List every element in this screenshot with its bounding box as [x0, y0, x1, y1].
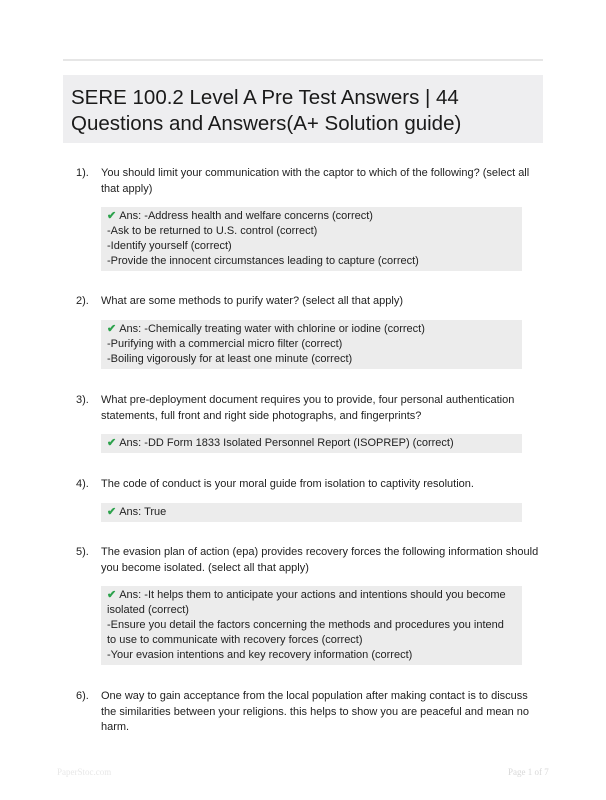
check-icon: ✔	[107, 589, 117, 601]
question-text: You should limit your communication with the captor to which of the following? (select all that apply)	[101, 167, 530, 195]
answer-box	[101, 503, 522, 522]
answer-line: Ans: True	[119, 505, 167, 518]
check-icon: ✔	[107, 210, 117, 222]
check-icon: ✔	[107, 505, 117, 518]
answer-box	[101, 434, 522, 453]
answer-line: -Ask to be returned to U.S. control (correct)	[107, 225, 318, 237]
answer-line: Ans: -Chemically treating water with chlorine or iodine (correct)	[119, 322, 425, 335]
question-number: 5).	[76, 546, 89, 558]
question-item	[63, 166, 543, 271]
footer-watermark: PaperStoc.com	[57, 767, 112, 777]
question-text: One way to gain acceptance from the local population after making contact is to discuss the similarities between your religions. this helps to show you are peaceful and mean no harm.	[101, 690, 530, 733]
answer-box	[101, 586, 522, 665]
question-number: 1).	[76, 167, 89, 179]
answer-line: Ans: -Address health and welfare concerns (correct)	[119, 210, 373, 222]
question-number: 3).	[76, 394, 89, 406]
question-text: The evasion plan of action (epa) provides recovery forces the following information should you become isolated. (select all that apply)	[101, 546, 539, 574]
question-number: 6).	[76, 690, 89, 702]
title-banner	[63, 75, 543, 143]
answer-line: Ans: -DD Form 1833 Isolated Personnel Report (ISOPREP) (correct)	[119, 437, 454, 449]
answer-line: -Provide the innocent circumstances leading to capture (correct)	[107, 255, 419, 267]
check-icon: ✔	[107, 322, 117, 335]
answer-line: -Your evasion intentions and key recovery information (correct)	[107, 649, 413, 661]
question-text: What pre-deployment document requires you to provide, four personal authentication statements, full front and right side photographs, and fingerprints?	[101, 394, 515, 422]
answer-line: -Identify yourself (correct)	[107, 240, 232, 252]
answer-line: -Purifying with a commercial micro filter (correct)	[107, 337, 343, 350]
answer-box	[101, 320, 522, 369]
question-item	[63, 477, 543, 522]
question-item	[63, 393, 543, 453]
page-indicator: Page 1 of 7	[508, 767, 549, 777]
question-number: 4).	[76, 478, 89, 490]
answer-line: Ans: -It helps them to anticipate your actions and intentions should you become isolated (correct)	[107, 589, 506, 616]
check-icon: ✔	[107, 437, 117, 449]
question-text: What are some methods to purify water? (select all that apply)	[101, 295, 404, 307]
question-item	[63, 689, 543, 736]
question-item	[63, 545, 543, 665]
question-number: 2).	[76, 295, 89, 307]
answer-line: -Ensure you detail the factors concerning the methods and procedures you intend to use to communicate with recovery forces (correct)	[107, 619, 504, 646]
question-text: The code of conduct is your moral guide from isolation to captivity resolution.	[101, 478, 474, 490]
answer-box	[101, 207, 522, 271]
document-title: SERE 100.2 Level A Pre Test Answers | 44 Questions and Answers(A+ Solution guide)	[71, 86, 462, 135]
top-divider	[63, 59, 543, 61]
question-item	[63, 294, 543, 369]
answer-line: -Boiling vigorously for at least one minute (correct)	[107, 352, 353, 365]
